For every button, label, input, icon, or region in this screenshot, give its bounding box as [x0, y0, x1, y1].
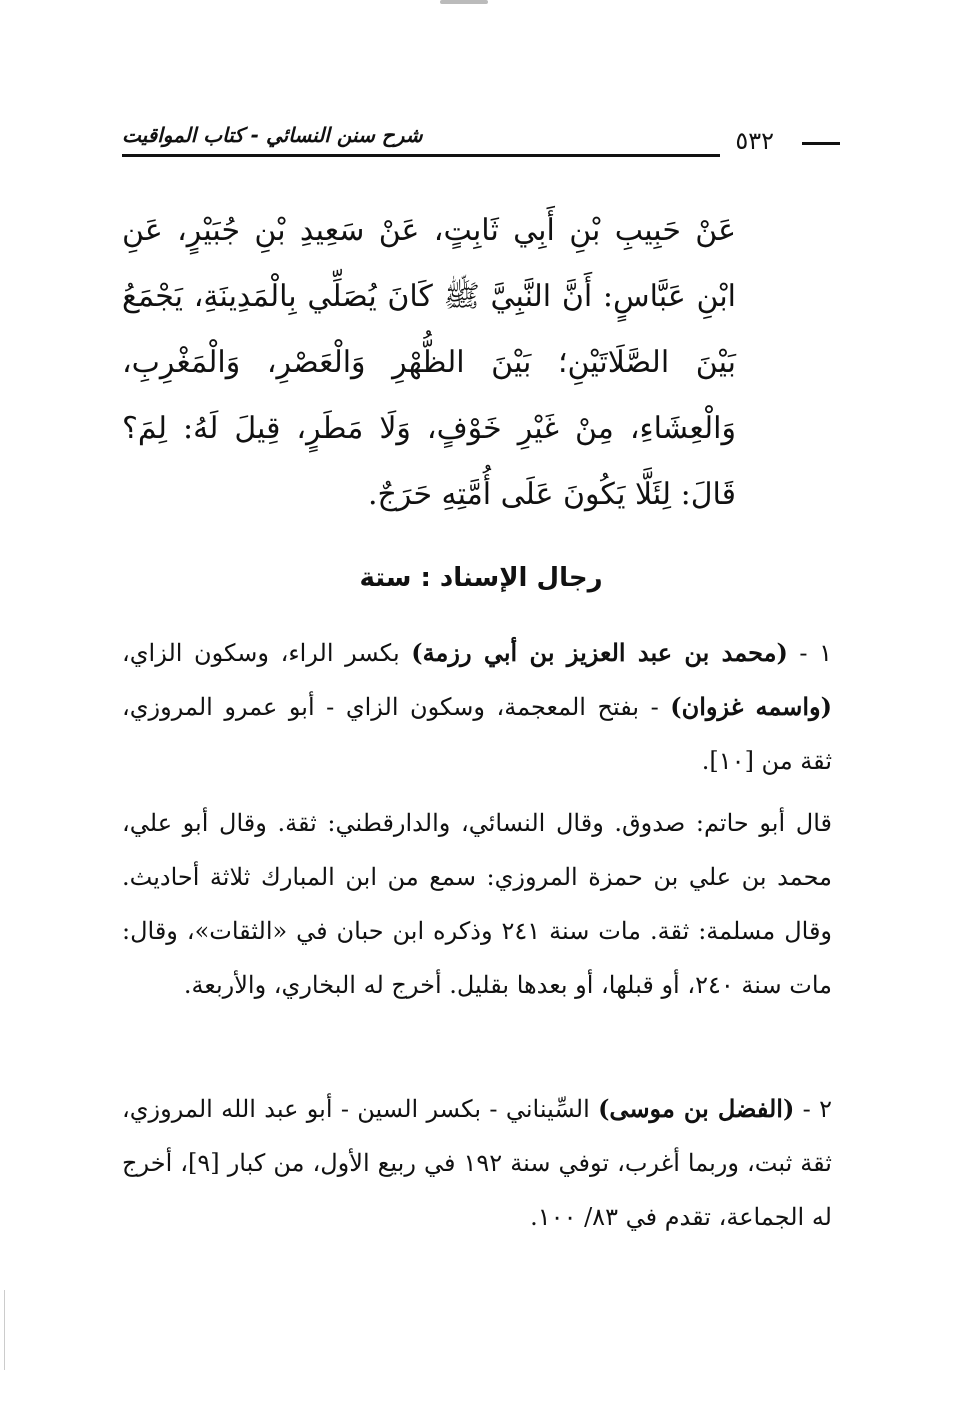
narrator-name: (محمد بن عبد العزيز بن أبي رزمة)	[411, 638, 788, 667]
header-rule	[122, 154, 720, 157]
narrator-number: ٢ -	[794, 1095, 833, 1123]
section-heading: رجال الإسناد : ستة	[359, 563, 603, 593]
hadith-text: عَنْ حَبِيبِ بْنِ أَبِي ثَابِتٍ، عَنْ سَعِيدِ بْنِ جُبَيْرٍ، عَنِ ابْنِ عَبَّاسٍ: أَنَّ النَّبِيَّ ﷺ كَانَ يُصَلِّي بِالْمَدِينَةِ، يَجْمَعُ بَيْنَ الصَّلَاتَيْنِ؛ بَيْنَ الظُّهْرِ وَالْعَصْرِ، وَالْمَغْرِبِ، وَالْعِشَاءِ، مِنْ غَيْرِ خَوْفٍ، وَلَا مَطَرٍ، قِيلَ لَهُ: لِمَ؟ قَالَ: لِئَلَّا يَكُونَ عَلَى أُمَّتِهِ حَرَجٌ.	[122, 213, 736, 512]
narrator-alias: (واسمه غزوان)	[670, 692, 832, 721]
top-edge-mark	[440, 0, 488, 4]
page-number: ٥٣٢	[735, 127, 774, 155]
narrator-paragraph-3	[122, 1082, 832, 1244]
narrator-text: السِّيناني - بكسر السين - أبو عبد الله المروزي، ثقة ثبت، وربما أغرب، توفي سنة ١٩٢ في ربيع الأول، من كبار [٩]، أخرج له الجماعة، تقدم في ٨٣/ ١٠٠.	[122, 1095, 832, 1231]
running-title: شرح سنن النسائي - كتاب المواقيت	[122, 123, 423, 147]
page-header	[122, 120, 840, 168]
page-number-dash	[802, 142, 840, 145]
narrator-text: - بفتح المعجمة، وسكون الزاي - أبو عمرو المروزي، ثقة من [١٠].	[122, 693, 832, 775]
narrator-paragraph-1	[122, 626, 832, 788]
scan-edge-line	[4, 1290, 5, 1370]
narrator-number: ١ -	[787, 639, 833, 667]
narrator-name: (الفضل بن موسى)	[598, 1094, 795, 1123]
narrator-text: بكسر الراء، وسكون الزاي،	[122, 639, 412, 667]
narrator-paragraph-2: قال أبو حاتم: صدوق. وقال النسائي، والدارقطني: ثقة. وقال أبو علي، محمد بن علي بن حمزة المروزي: سمع من ابن المبارك ثلاثة أحاديث. وقال مسلمة: ثقة. مات سنة ٢٤١ وذكره ابن حبان في «الثقات»، وقال: مات سنة ٢٤٠، أو قبلها، أو بعدها بقليل. أخرج له البخاري، والأربعة.	[122, 809, 833, 999]
